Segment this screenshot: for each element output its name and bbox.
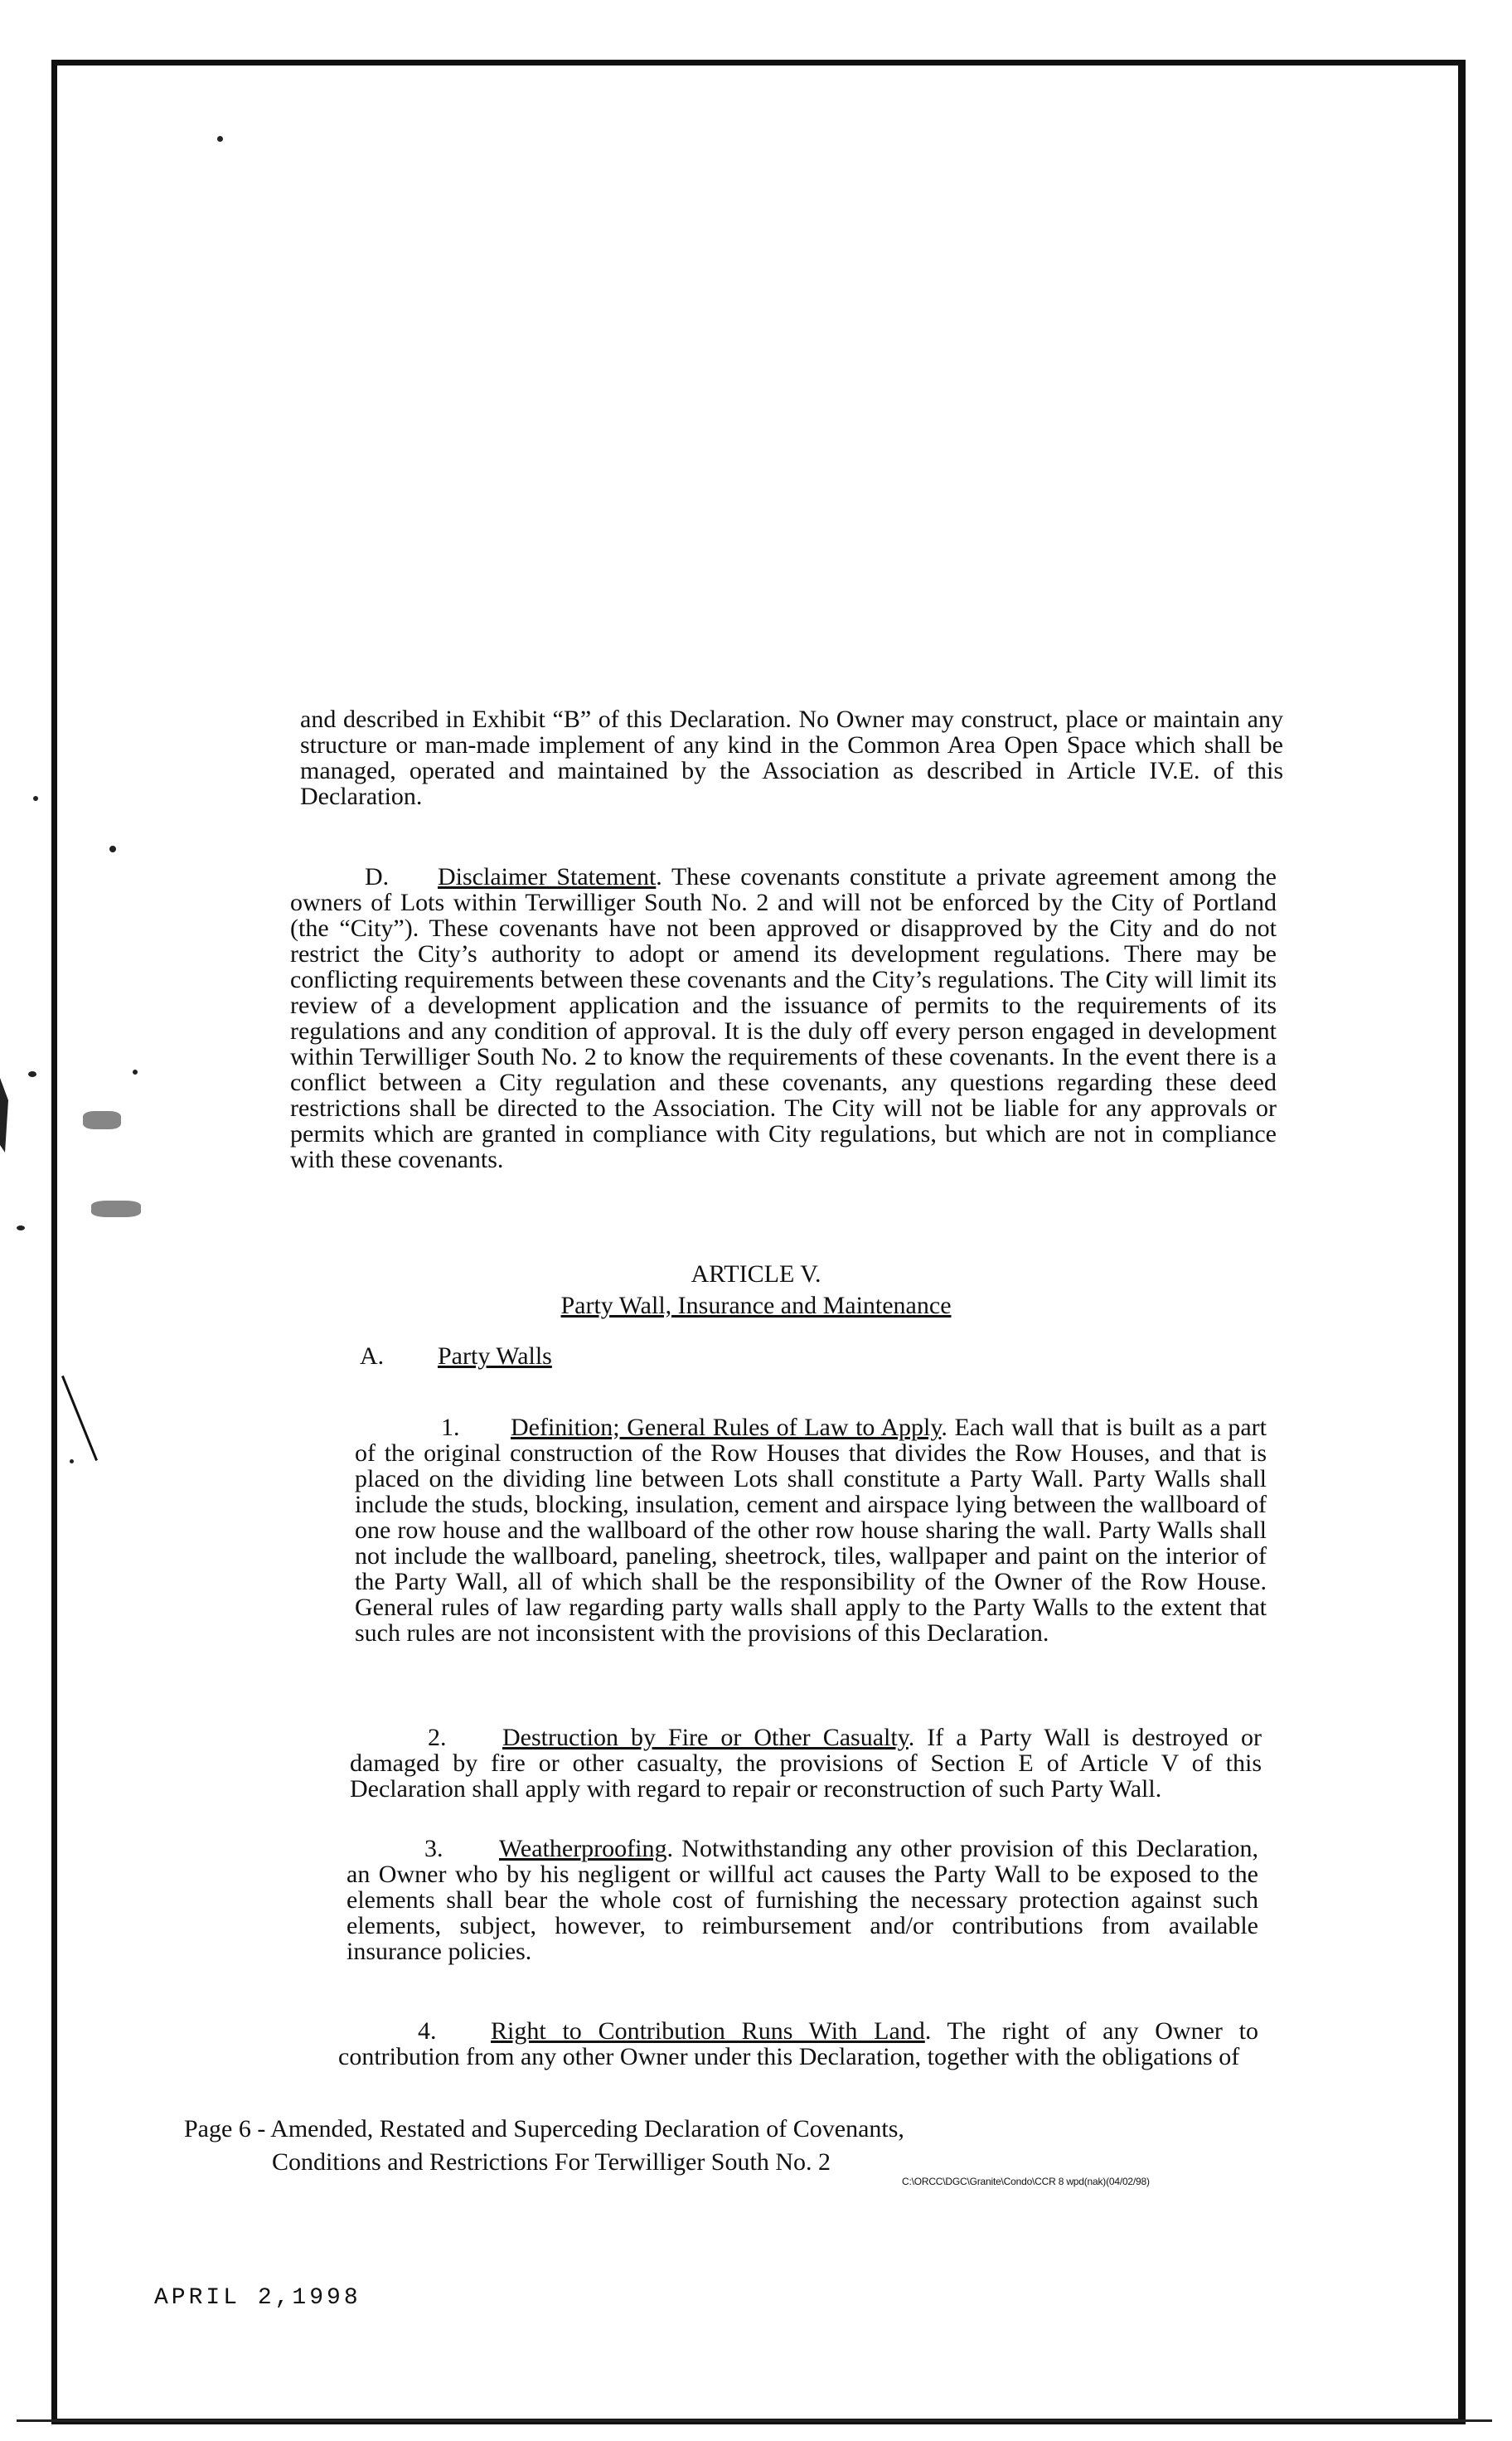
scan-artifact xyxy=(133,1070,138,1075)
footer-line-2: Conditions and Restrictions For Terwilliger South No. 2 xyxy=(272,2148,831,2176)
scan-artifact xyxy=(17,1225,25,1230)
article-number: ARTICLE V. xyxy=(691,1260,821,1288)
item-1-number: 1. xyxy=(441,1414,460,1441)
item-4-body: . The right of any Owner to contribution from any other Owner under this Declaration, together with the obligations of xyxy=(338,2017,1259,2070)
section-a-letter: A. xyxy=(360,1342,385,1370)
disclaimer-heading: Disclaimer Statement xyxy=(438,863,657,891)
scan-artifact xyxy=(109,846,116,852)
scan-artifact xyxy=(0,1078,8,1153)
item-2-body: . If a Party Wall is destroyed or damaged by fire or other casualty, the provisions of Section E of Article V of this Declaration shall apply with regard to repair or reconstruction of such Party Wall. xyxy=(350,1724,1262,1803)
item-1-paragraph xyxy=(355,1415,1267,1646)
item-3-body: . Notwithstanding any other provision of this Declaration, an Owner who by his negligent or willful act causes the Party Wall to be exposed to the elements shall bear the whole cost of furnishing the necessary protection against such elements, subject, however, to reimbursement and/or contributions from available insurance policies. xyxy=(346,1835,1258,1965)
item-4-paragraph xyxy=(338,2018,1258,2070)
scan-artifact xyxy=(70,1459,74,1463)
date-stamp: APRIL 2,1998 xyxy=(154,2285,361,2311)
item-3-number: 3. xyxy=(424,1835,443,1862)
scan-artifact xyxy=(217,136,223,142)
article-title: Party Wall, Insurance and Maintenance xyxy=(560,1292,952,1319)
disclaimer-body: . These covenants constitute a private agreement among the owners of Lots within Terwilliger South No. 2 and will not be enforced by the City of Portland (the “City”). These covenants have not been approved or disapproved by the City and do not restrict the City’s authority to adopt or amend its development regulations. There may be conflicting requirements between these covenants and the City’s regulations. The City will limit its review of a development application and the issuance of permits to the requirements of its regulations and any condition of approval. It is the duly off every person engaged in development within Terwilliger South No. 2 to know the requirements of these covenants. In the event there is a conflict between a City regulation and these covenants, any questions regarding these deed restrictions shall be directed to the Association. The City will not be liable for any approvals or permits which are granted in compliance with City regulations, but which are not in compliance with these covenants. xyxy=(290,863,1277,1173)
scan-artifact xyxy=(91,1201,141,1217)
disclaimer-letter: D. xyxy=(365,863,390,891)
section-a-title: Party Walls xyxy=(438,1342,552,1370)
item-1-body: . Each wall that is built as a part of the original construction of the Row Houses that divides the Row Houses, and that is placed on the dividing line between Lots shall constitute a Party Wall. Party Walls shall include the studs, blocking, insulation, cement and airspace lying between the wallboard of one row house and the wallboard of the other row house sharing the wall. Party Walls shall not include the wallboard, paneling, sheetrock, tiles, wallpaper and paint on the interior of the Party Wall, all of which shall be the responsibility of the Owner of the Row House. General rules of law regarding party walls shall apply to the Party Walls to the extent that such rules are not inconsistent with the provisions of this Declaration. xyxy=(355,1414,1267,1647)
item-2-paragraph xyxy=(350,1725,1262,1802)
item-2-heading: Destruction by Fire or Other Casualty xyxy=(502,1724,909,1751)
scan-artifact xyxy=(28,1071,36,1077)
item-3-paragraph xyxy=(346,1836,1258,1964)
intro-paragraph xyxy=(300,706,1283,809)
scan-artifact xyxy=(33,796,38,801)
intro-text: and described in Exhibit “B” of this Declaration. No Owner may construct, place or maintain any structure or man-made implement of any kind in the Common Area Open Space which shall be managed, operated and maintained by the Association as described in Article IV.E. of this Declaration. xyxy=(300,706,1283,810)
scan-bottom-edge xyxy=(17,2419,1492,2422)
footer-line-1: Page 6 - Amended, Restated and Superceding Declaration of Covenants, xyxy=(184,2115,904,2143)
item-4-number: 4. xyxy=(418,2017,437,2045)
scan-artifact xyxy=(83,1111,121,1129)
item-3-heading: Weatherproofing xyxy=(499,1835,667,1862)
item-2-number: 2. xyxy=(428,1724,447,1751)
section-a-heading xyxy=(360,1343,857,1369)
item-4-heading: Right to Contribution Runs With Land xyxy=(491,2017,925,2045)
disclaimer-paragraph xyxy=(290,864,1277,1172)
item-1-heading: Definition; General Rules of Law to Apply xyxy=(511,1414,942,1441)
footer-file-reference: C:\ORCC\DGC\Granite\Condo\CCR 8 wpd(nak)(04/02/98) xyxy=(902,2176,1150,2187)
